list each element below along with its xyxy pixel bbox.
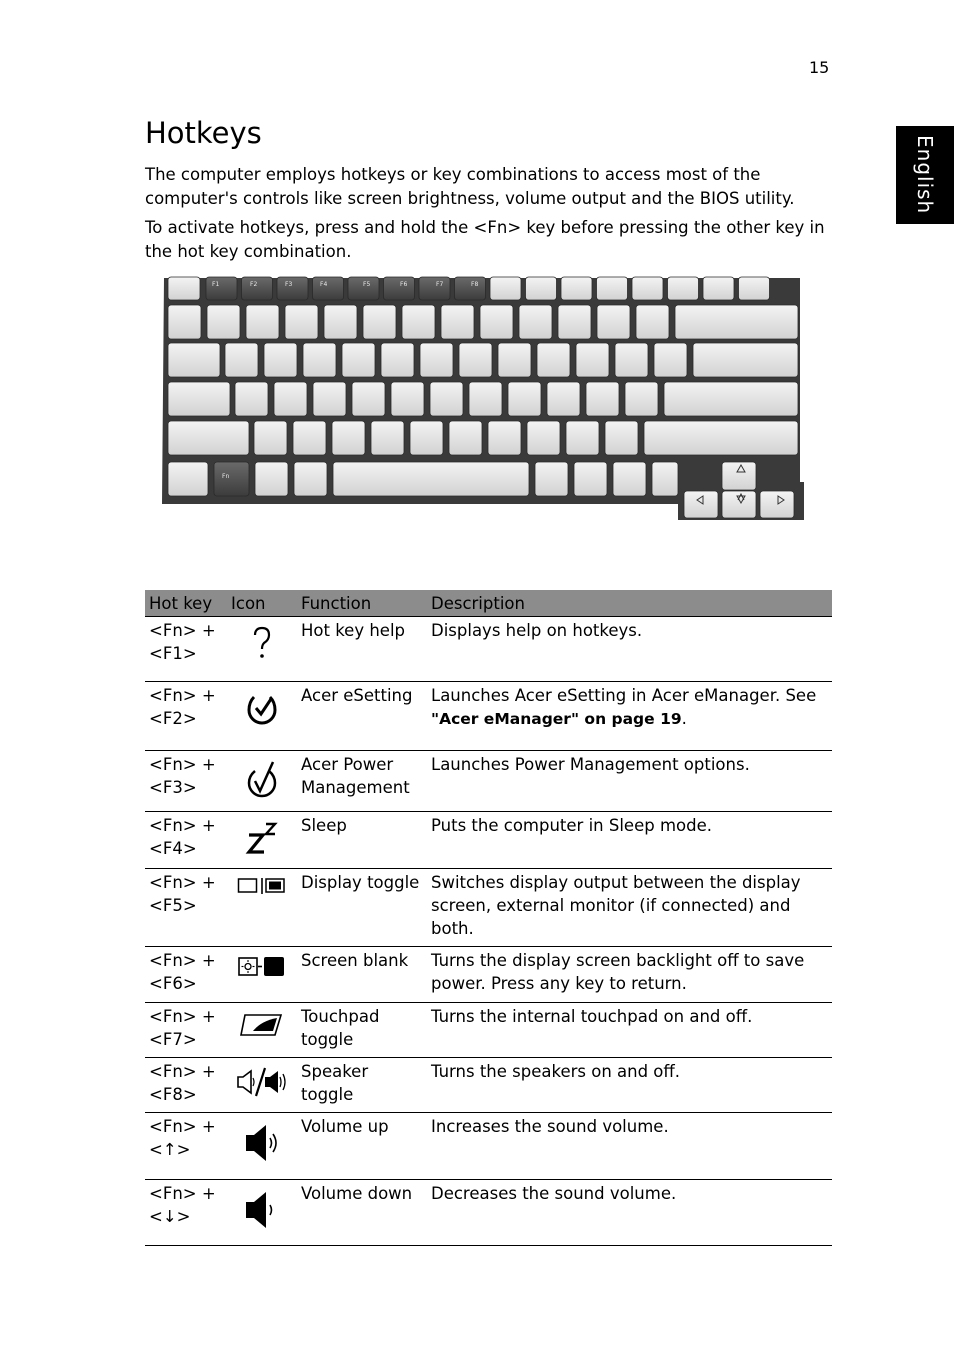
keyboard-key bbox=[293, 421, 326, 455]
description-cell: Switches display output between the display screen, external monitor (if connected) and both. bbox=[427, 869, 832, 947]
keyboard-key bbox=[342, 343, 375, 377]
function-key bbox=[455, 277, 486, 300]
page-number: 15 bbox=[809, 58, 830, 77]
table-row bbox=[145, 1003, 832, 1058]
table-row bbox=[145, 1058, 832, 1113]
keyboard-key bbox=[381, 343, 414, 377]
header-icon: Icon bbox=[227, 590, 297, 617]
description-cell: Turns the speakers on and off. bbox=[427, 1058, 832, 1113]
table-row bbox=[145, 869, 832, 947]
keyboard-key bbox=[264, 343, 297, 377]
keyboard-key bbox=[597, 305, 630, 339]
table-row bbox=[145, 682, 832, 751]
language-tab bbox=[896, 126, 954, 224]
f8-key-label: F8 bbox=[471, 281, 479, 288]
keyboard-key bbox=[420, 343, 453, 377]
keyboard-key bbox=[613, 462, 646, 496]
arrow-left-key bbox=[684, 491, 718, 518]
keyboard-key bbox=[537, 343, 570, 377]
activation-text-end: key before pressing the other key in the hot key combination. bbox=[145, 218, 825, 261]
hotkey-cell: <Fn> + <↓> bbox=[145, 1180, 227, 1246]
keyboard-key bbox=[586, 382, 619, 416]
hotkey-cell: <Fn> + <↑> bbox=[145, 1113, 227, 1180]
function-key bbox=[419, 277, 450, 300]
keyboard-key bbox=[441, 305, 474, 339]
function-cell: Display toggle bbox=[297, 869, 427, 947]
f2-key-label: F2 bbox=[250, 281, 258, 288]
arrow-right-key bbox=[760, 491, 794, 518]
function-cell: Speaker toggle bbox=[297, 1058, 427, 1113]
keyboard-key bbox=[527, 421, 560, 455]
description-cell: Turns the display screen backlight off to save power. Press any key to return. bbox=[427, 947, 832, 1003]
description-cell: Increases the sound volume. bbox=[427, 1113, 832, 1180]
keyboard-key bbox=[371, 421, 404, 455]
hotkey-cell: <Fn> + <F6> bbox=[145, 947, 227, 1003]
function-cell: Sleep bbox=[297, 812, 427, 869]
description-cell: Decreases the sound volume. bbox=[427, 1180, 832, 1246]
keyboard-key bbox=[363, 305, 396, 339]
intro-paragraph: The computer employs hotkeys or key combinations to access most of the computer's controls like screen brightness, volume output and the BIOS utility. bbox=[145, 165, 795, 208]
keyboard-key bbox=[636, 305, 669, 339]
function-key bbox=[313, 277, 344, 300]
function-cell: Acer eSetting bbox=[297, 682, 427, 751]
keyboard-key bbox=[561, 277, 592, 300]
volume-down-icon bbox=[242, 1217, 282, 1236]
keyboard-key bbox=[225, 343, 258, 377]
keyboard-key bbox=[294, 462, 327, 496]
keyboard-key bbox=[274, 382, 307, 416]
keyboard-key bbox=[535, 462, 568, 496]
speaker-toggle-icon bbox=[236, 1083, 288, 1102]
display-toggle-icon bbox=[237, 880, 287, 899]
touchpad-icon bbox=[239, 1026, 285, 1045]
activation-paragraph bbox=[145, 216, 835, 264]
f1-key-label: F1 bbox=[212, 281, 220, 288]
power-management-icon bbox=[245, 784, 279, 803]
keyboard-key bbox=[597, 277, 628, 300]
table-row bbox=[145, 812, 832, 869]
keyboard-key bbox=[675, 305, 798, 339]
function-cell: Volume up bbox=[297, 1113, 427, 1180]
description-text: Launches Acer eSetting in Acer eManager. See bbox=[431, 686, 817, 705]
keyboard-key bbox=[526, 277, 557, 300]
keyboard-key bbox=[558, 305, 591, 339]
page-title: Hotkeys bbox=[145, 116, 262, 150]
screen-blank-icon bbox=[237, 964, 287, 983]
keyboard-key bbox=[303, 343, 336, 377]
keyboard-key bbox=[168, 277, 200, 300]
keyboard-key bbox=[480, 305, 513, 339]
keyboard-key bbox=[632, 277, 663, 300]
keyboard-key bbox=[285, 305, 318, 339]
function-key bbox=[277, 277, 308, 300]
keyboard-key bbox=[332, 421, 365, 455]
keyboard-key bbox=[739, 277, 770, 300]
keyboard-key bbox=[449, 421, 482, 455]
table-row bbox=[145, 947, 832, 1003]
keyboard-key bbox=[402, 305, 435, 339]
hotkeys-table bbox=[145, 590, 832, 1246]
keyboard-key bbox=[490, 277, 521, 300]
keyboard-key bbox=[246, 305, 279, 339]
keyboard-key bbox=[547, 382, 580, 416]
keyboard-key bbox=[508, 382, 541, 416]
question-icon bbox=[247, 646, 277, 665]
activation-text-start: To activate hotkeys, press and hold the bbox=[145, 218, 474, 237]
keyboard-key bbox=[254, 421, 287, 455]
keyboard-key bbox=[168, 421, 249, 455]
keyboard-key bbox=[652, 462, 678, 496]
keyboard-key bbox=[168, 382, 230, 416]
table-row bbox=[145, 617, 832, 682]
keyboard-key bbox=[654, 343, 687, 377]
f5-key-label: F5 bbox=[363, 281, 371, 288]
keyboard-key bbox=[207, 305, 240, 339]
table-row bbox=[145, 751, 832, 812]
keyboard-key bbox=[566, 421, 599, 455]
arrow-down-key bbox=[722, 491, 756, 518]
keyboard-key bbox=[498, 343, 531, 377]
table-row bbox=[145, 1113, 832, 1180]
keyboard-key bbox=[574, 462, 607, 496]
description-cell: Displays help on hotkeys. bbox=[427, 617, 832, 682]
hotkey-cell: <Fn> + <F7> bbox=[145, 1003, 227, 1058]
emanager-page-link[interactable]: "Acer eManager" on page 19 bbox=[431, 710, 682, 728]
description-cell: Puts the computer in Sleep mode. bbox=[427, 812, 832, 869]
keyboard-key bbox=[430, 382, 463, 416]
hotkey-cell: <Fn> + <F1> bbox=[145, 617, 227, 682]
keyboard-key bbox=[168, 462, 208, 496]
keyboard-key bbox=[644, 421, 798, 455]
function-cell: Acer Power Management bbox=[297, 751, 427, 812]
keyboard-key bbox=[469, 382, 502, 416]
header-function: Function bbox=[297, 590, 427, 617]
keyboard-key bbox=[459, 343, 492, 377]
keyboard-key bbox=[168, 343, 220, 377]
keyboard-key bbox=[352, 382, 385, 416]
esetting-icon bbox=[245, 711, 279, 730]
function-cell: Hot key help bbox=[297, 617, 427, 682]
function-key bbox=[206, 277, 237, 300]
keyboard-key bbox=[235, 382, 268, 416]
sleep-icon bbox=[245, 841, 279, 860]
f4-key-label: F4 bbox=[320, 281, 328, 288]
table-row bbox=[145, 1180, 832, 1246]
keyboard-key bbox=[693, 343, 798, 377]
hotkey-cell: <Fn> + <F8> bbox=[145, 1058, 227, 1113]
fn-key-reference: <Fn> bbox=[473, 218, 522, 237]
space-bar-key bbox=[333, 462, 529, 496]
table-header-row bbox=[145, 590, 832, 617]
keyboard-key bbox=[255, 462, 288, 496]
volume-up-icon bbox=[242, 1150, 282, 1169]
keyboard-key bbox=[313, 382, 346, 416]
f3-key-label: F3 bbox=[285, 281, 293, 288]
f7-key-label: F7 bbox=[436, 281, 444, 288]
header-hotkey: Hot key bbox=[145, 590, 227, 617]
description-cell: Turns the internal touchpad on and off. bbox=[427, 1003, 832, 1058]
keyboard-key bbox=[324, 305, 357, 339]
keyboard-key bbox=[391, 382, 424, 416]
keyboard-key bbox=[519, 305, 552, 339]
f6-key-label: F6 bbox=[400, 281, 408, 288]
description-cell bbox=[427, 682, 832, 751]
hotkey-cell: <Fn> + <F3> bbox=[145, 751, 227, 812]
keyboard-key bbox=[168, 305, 201, 339]
keyboard-key bbox=[410, 421, 443, 455]
hotkey-cell: <Fn> + <F4> bbox=[145, 812, 227, 869]
arrow-up-key bbox=[722, 462, 756, 490]
function-cell: Screen blank bbox=[297, 947, 427, 1003]
description-end: . bbox=[681, 709, 687, 728]
keyboard-key bbox=[576, 343, 609, 377]
keyboard-key bbox=[488, 421, 521, 455]
keyboard-key bbox=[625, 382, 658, 416]
function-cell: Volume down bbox=[297, 1180, 427, 1246]
keyboard-key bbox=[615, 343, 648, 377]
keyboard-key bbox=[703, 277, 734, 300]
keyboard-key bbox=[668, 277, 699, 300]
fn-key bbox=[214, 462, 249, 496]
hotkey-cell: <Fn> + <F2> bbox=[145, 682, 227, 751]
description-cell: Launches Power Management options. bbox=[427, 751, 832, 812]
fn-key-label: Fn bbox=[222, 473, 230, 480]
function-key bbox=[384, 277, 415, 300]
keyboard-key bbox=[664, 382, 798, 416]
keyboard-illustration bbox=[160, 272, 806, 522]
language-tab-label: English bbox=[913, 135, 937, 215]
header-description: Description bbox=[427, 590, 832, 617]
keyboard-key bbox=[605, 421, 638, 455]
function-cell: Touchpad toggle bbox=[297, 1003, 427, 1058]
hotkey-cell: <Fn> + <F5> bbox=[145, 869, 227, 947]
